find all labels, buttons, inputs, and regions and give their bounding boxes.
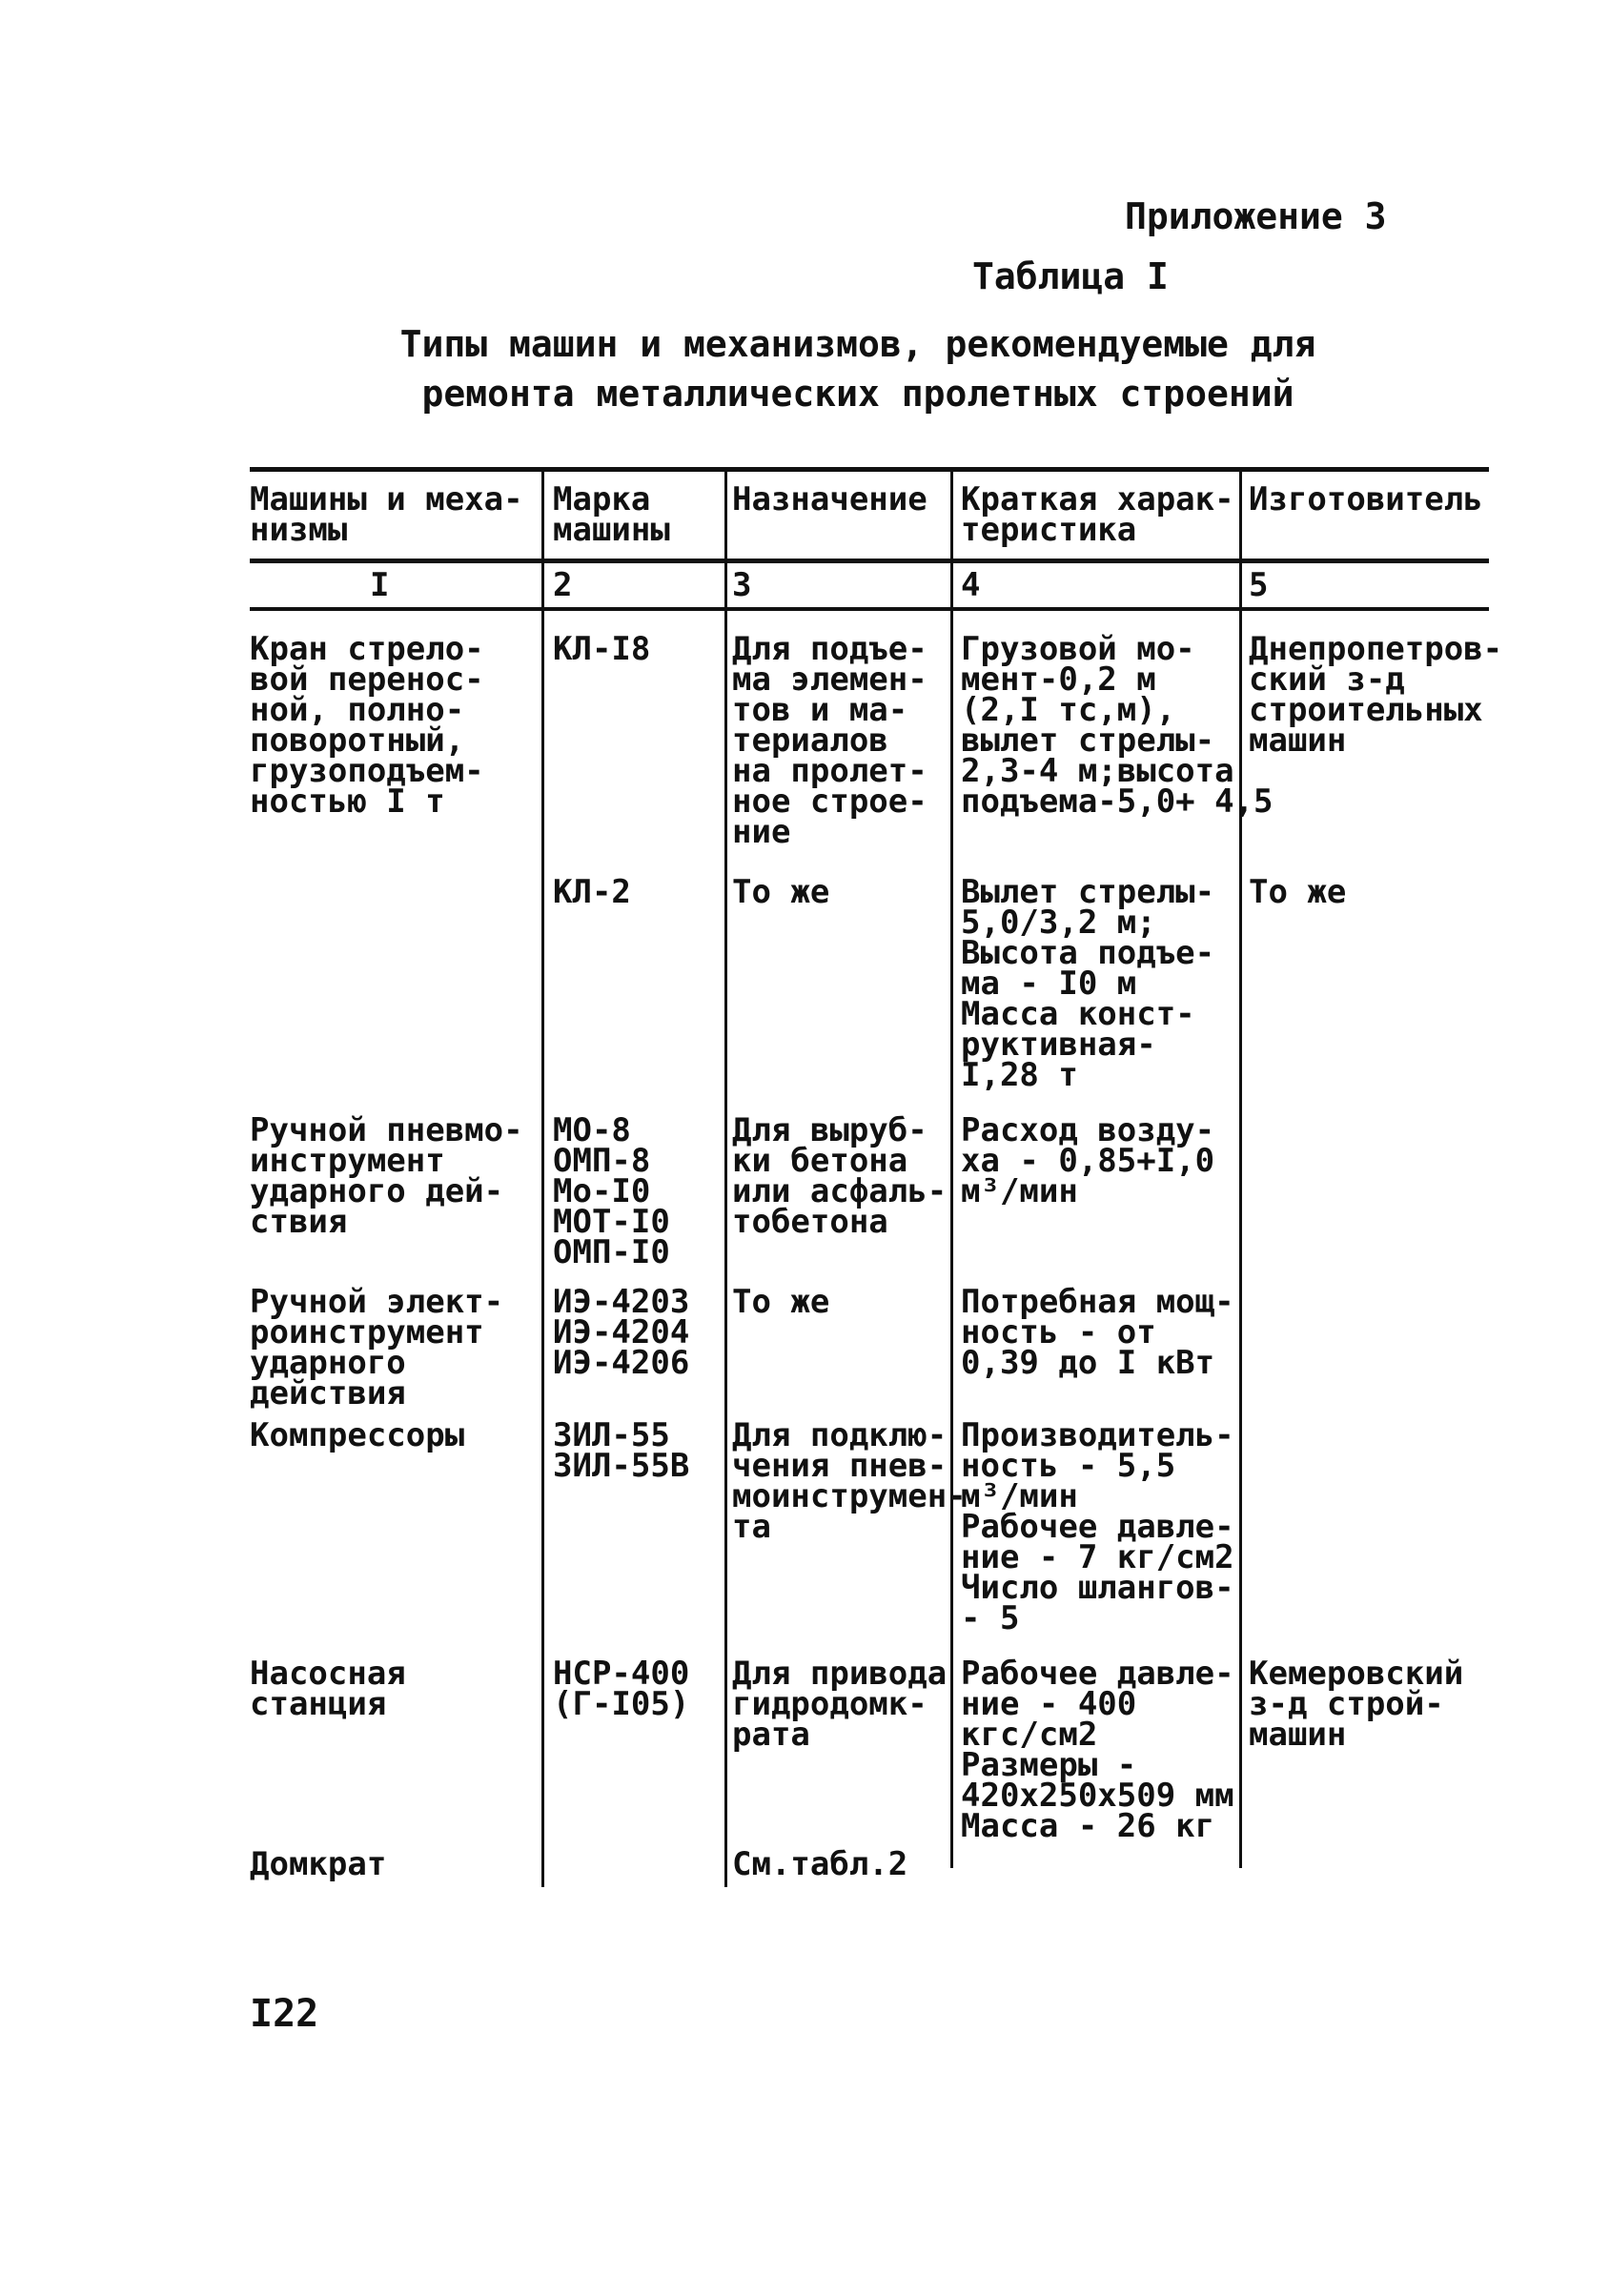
- cell-purpose: То же: [732, 873, 830, 911]
- cell-machine: Кран стрело- вой перенос- ной, полно- поворотный, грузоподъем- ностью I т: [250, 630, 484, 821]
- cell-maker: Кемеровский з-д строй- машин: [1249, 1655, 1464, 1754]
- cell-mark: КЛ-2: [553, 873, 631, 911]
- appendix-label: Приложение 3: [1125, 195, 1387, 237]
- caption-line-2: ремонта металлических пролетных строений: [421, 373, 1294, 415]
- column-number: 5: [1249, 566, 1269, 604]
- cell-machine: Компрессоры: [250, 1416, 465, 1454]
- cell-purpose: Для подклю- чения пнев- моинструмен- та: [732, 1416, 967, 1546]
- cell-spec: Рабочее давле- ние - 400 кгс/см2 Размеры - 420х250х509 мм Масса - 26 кг: [961, 1655, 1234, 1845]
- page-number: I22: [250, 1992, 319, 2036]
- numbers-bottom-rule: [250, 607, 1489, 611]
- caption-line-1: Типы машин и механизмов, рекомендуемые для: [399, 323, 1316, 365]
- table-top-rule: [250, 467, 1489, 472]
- cell-machine: Ручной пневмо- инструмент ударного дей- ствия: [250, 1111, 523, 1241]
- header-mark: Марка машины: [553, 480, 670, 549]
- cell-spec: Потребная мощ- ность - от 0,39 до I кВт: [961, 1283, 1234, 1382]
- cell-purpose: Для привода гидродомк- рата: [732, 1655, 948, 1754]
- cell-spec: Грузовой мо- мент-0,2 м (2,I тс,м), вылет стрелы- 2,3-4 м;высота подъема-5,0+ 4,5: [961, 630, 1274, 821]
- cell-mark: КЛ-I8: [553, 630, 651, 668]
- column-number: I: [370, 566, 390, 604]
- column-number: 4: [961, 566, 981, 604]
- cell-mark: НСР-400 (Г-I05): [553, 1655, 690, 1723]
- cell-spec: Производитель- ность - 5,5 м³/мин Рабочее давле- ние - 7 кг/см2 Число шлангов- - 5: [961, 1416, 1234, 1637]
- column-divider: [950, 467, 953, 1868]
- header-spec: Краткая харак- теристика: [961, 480, 1234, 549]
- cell-purpose: То же: [732, 1283, 830, 1321]
- column-divider: [724, 467, 727, 1887]
- table-caption: [381, 319, 1335, 418]
- column-number: 2: [553, 566, 573, 604]
- cell-mark: ЗИЛ-55 ЗИЛ-55В: [553, 1416, 690, 1485]
- column-divider: [541, 467, 544, 1887]
- header-machines: Машины и меха- низмы: [250, 480, 523, 549]
- header-bottom-rule: [250, 559, 1489, 563]
- cell-maker: То же: [1249, 873, 1347, 911]
- cell-spec: Расход возду- ха - 0,85+I,0 м³/мин: [961, 1111, 1215, 1210]
- cell-purpose: Для выруб- ки бетона или асфаль- тобетона: [732, 1111, 948, 1241]
- cell-mark: МО-8 ОМП-8 Мо-I0 МОТ-I0 ОМП-I0: [553, 1111, 670, 1271]
- cell-purpose: См.табл.2: [732, 1845, 908, 1883]
- table-number: Таблица I: [972, 255, 1169, 297]
- cell-mark: ИЭ-4203 ИЭ-4204 ИЭ-4206: [553, 1283, 690, 1382]
- cell-machine: Домкрат: [250, 1845, 387, 1883]
- header-purpose: Назначение: [732, 480, 927, 518]
- column-number: 3: [732, 566, 752, 604]
- cell-purpose: Для подъе- ма элемен- тов и ма- териалов на пролет- ное строе- ние: [732, 630, 927, 851]
- header-maker: Изготовитель: [1249, 480, 1483, 518]
- cell-machine: Насосная станция: [250, 1655, 406, 1723]
- cell-spec: Вылет стрелы- 5,0/3,2 м; Высота подъе- ма - I0 м Масса конст- руктивная- I,28 т: [961, 873, 1215, 1094]
- cell-maker: Днепропетров- ский з-д строительных машин: [1249, 630, 1503, 760]
- cell-machine: Ручной элект- роинструмент ударного действия: [250, 1283, 504, 1412]
